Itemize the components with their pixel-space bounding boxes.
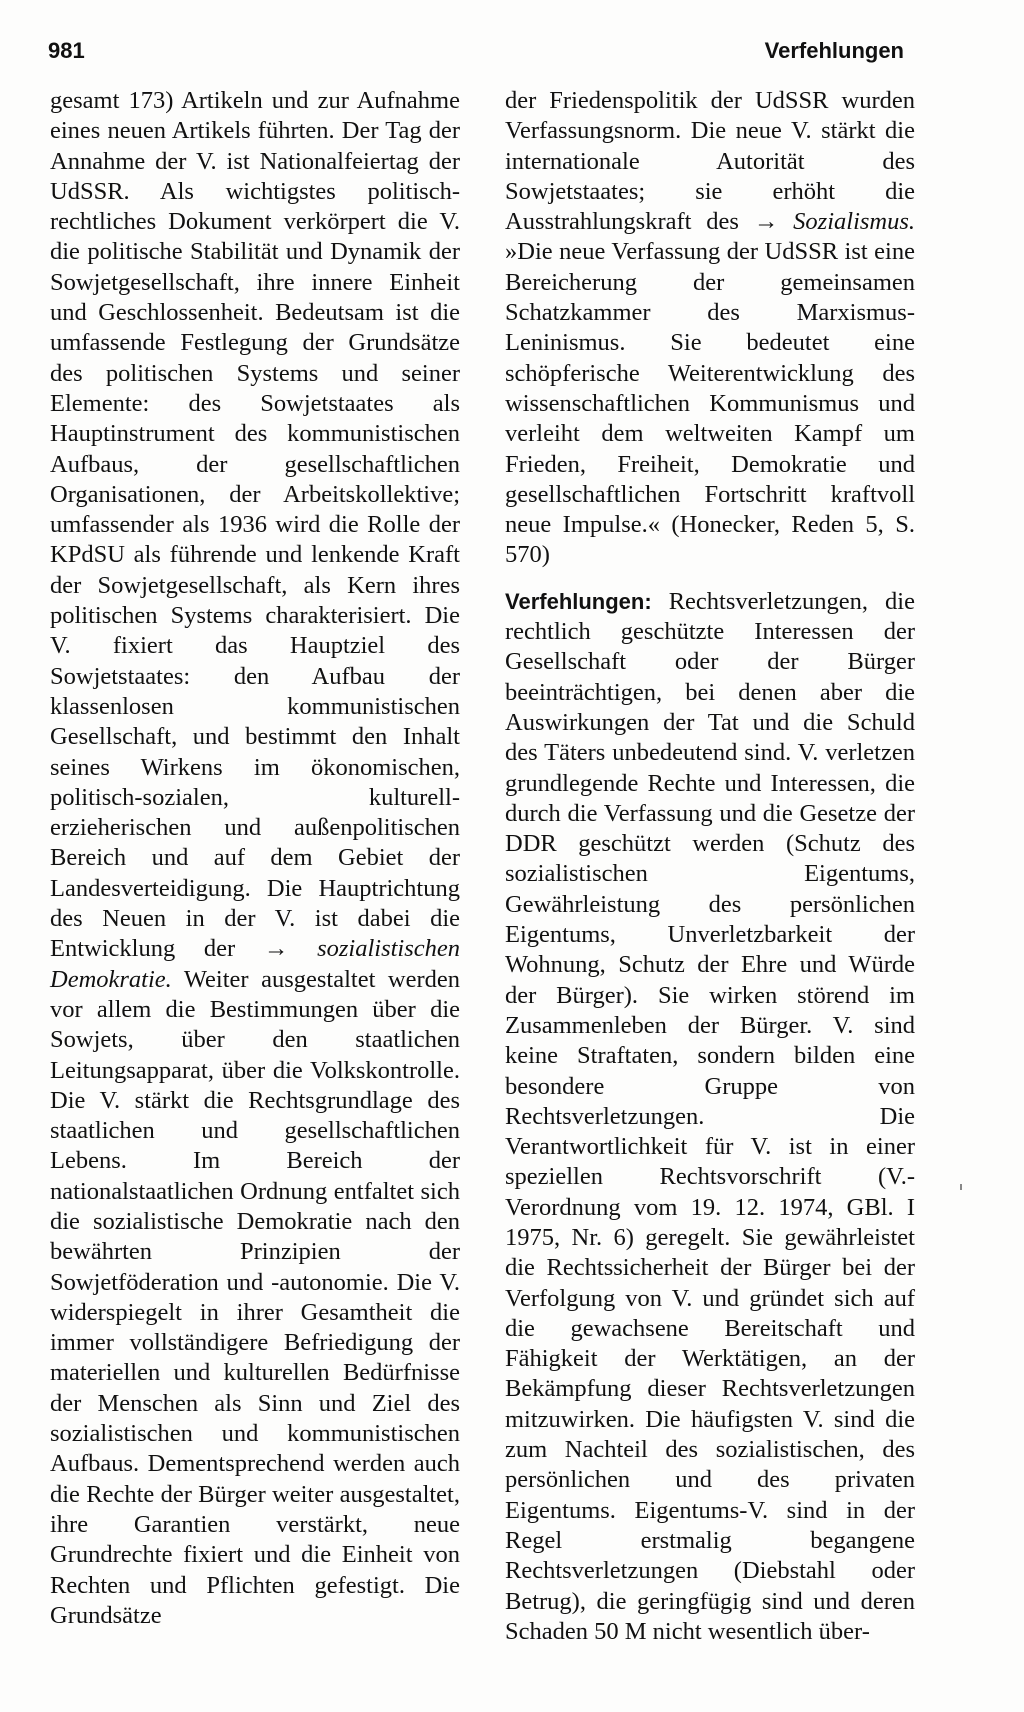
entry-headword: Verfehlungen: [505,588,652,614]
left-column [50,86,460,1631]
cross-reference: sozialistischen Demokratie. [50,935,461,993]
page-number: 981 [48,38,85,63]
body-text: »Die neue Verfassung der UdSSR ist eine Bereicherung der gemeinsamen Schatzkammer des Marxismus-Leninismus. Sie bedeutet eine schöpferische Weiterentwicklung des wissenschaftlichen Kommunismus und verleiht dem weltweiten Kampf um Frieden, Freiheit, Demokratie und gesellschaftlichen Fortschritt kraftvoll neue Impulse.« (Honecker, Reden 5, S. 570) [505,238,915,569]
cross-reference-arrow-icon: → [263,935,289,963]
dictionary-entry [505,587,915,1647]
body-text: Weiter ausgestaltet werden vor allem die Bestimmungen über die Sowjets, über den staatlichen Leitungsapparat, über die Volkskontrolle. Die V. stärkt die Rechtsgrundlage des staatlichen und gesellschaftlichen Lebens. Im Bereich der nationalstaatlichen Ordnung entfaltet sich die sozialistische Demokratie nach den bewährten Prinzipien der Sowjetföderation und -autonomie. Die V. widerspiegelt in ihrer Gesamtheit die immer vollständigere Befriedigung der materiellen und kulturellen Bedürfnisse der Menschen als Sinn und Ziel des sozialistischen und kommunistischen Aufbaus. Dementsprechend werden auch die Rechte der Bürger weiter ausgestaltet, ihre Garantien verstärkt, neue Grundrechte fixiert und die Einheit von Rechten und Pflichten gefestigt. Die Grundsätze [50,965,460,1629]
continued-entry-paragraph [50,86,460,1631]
running-head: Verfehlungen [764,38,904,63]
scan-speck [960,1184,962,1190]
entry-definition: Rechtsverletzungen, die rechtlich geschützte Interessen der Gesellschaft oder der Bürger beeinträchtigen, bei denen aber die Auswirkungen der Tat und die Schuld des Täters unbedeutend sind. V. verletzen grundlegende Rechte und Interessen, die durch die Verfassung und die Gesetze der DDR geschützt werden (Schutz des sozialistischen Eigentums, Gewährleistung des persönlichen Eigentums, Unverletzbarkeit der Wohnung, Schutz der Ehre und Würde der Bürger). Sie wirken störend im Zusammenleben der Bürger. V. sind keine Straftaten, sondern bilden eine besondere Gruppe von Rechtsverletzungen. Die Verantwortlichkeit für V. ist in einer speziellen Rechtsvorschrift (V.-Verordnung vom 19. 12. 1974, GBl. I 1975, Nr. 6) geregelt. Sie gewährleistet die Rechtssicherheit der Bürger bei der Verfolgung von V. und gründet sich auf die gewachsene Bereitschaft und Fähigkeit der Werktätigen, an der Bekämpfung dieser Rechtsverletzungen mitzuwirken. Die häufigsten V. sind die zum Nachteil des sozialistischen, des persönlichen und des privaten Eigentums. Eigentums-V. sind in der Regel erstmalig begangene Rechtsverletzungen (Diebstahl oder Betrug), die geringfügig sind und deren Schaden 50 M nicht wesentlich über- [505,587,915,1645]
right-column [505,86,915,1647]
body-text: der Friedenspolitik der UdSSR wurden Verfassungsnorm. Die neue V. stärkt die internationale Autorität des Sowjetstaates; sie erhöht die Ausstrahlungskraft des [505,87,915,236]
cross-reference-arrow-icon: → [753,208,779,236]
body-text: gesamt 173) Artikeln und zur Aufnahme eines neuen Artikels führten. Der Tag der Annahme der V. ist Nationalfeiertag der UdSSR. Als wichtigstes politisch-rechtliches Dokument verkörpert die V. die politische Stabilität und Dynamik der Sowjetgesellschaft, ihre innere Einheit und Geschlossenheit. Bedeutsam ist die umfassende Festlegung der Grundsätze des politischen Systems und seiner Elemente: des Sowjetstaates als Hauptinstrument des kommunistischen Aufbaus, der gesellschaftlichen Organisationen, der Arbeitskollektive; umfassender als 1936 wird die Rolle der KPdSU als führende und lenkende Kraft der Sowjetgesellschaft, als Kern ihres politischen Systems charakterisiert. Die V. fixiert das Hauptziel des Sowjetstaates: den Aufbau der klassenlosen kommunistischen Gesellschaft, und bestimmt den Inhalt seines Wirkens im ökonomischen, politisch-sozialen, kulturell-erzieherischen und außenpolitischen Bereich und auf dem Gebiet der Landesverteidigung. Die Hauptrichtung des Neuen in der V. ist dabei die Entwicklung der [50,87,460,963]
continued-entry-paragraph [505,86,915,571]
page-header [48,34,904,70]
cross-reference: Sozialismus. [793,208,916,236]
